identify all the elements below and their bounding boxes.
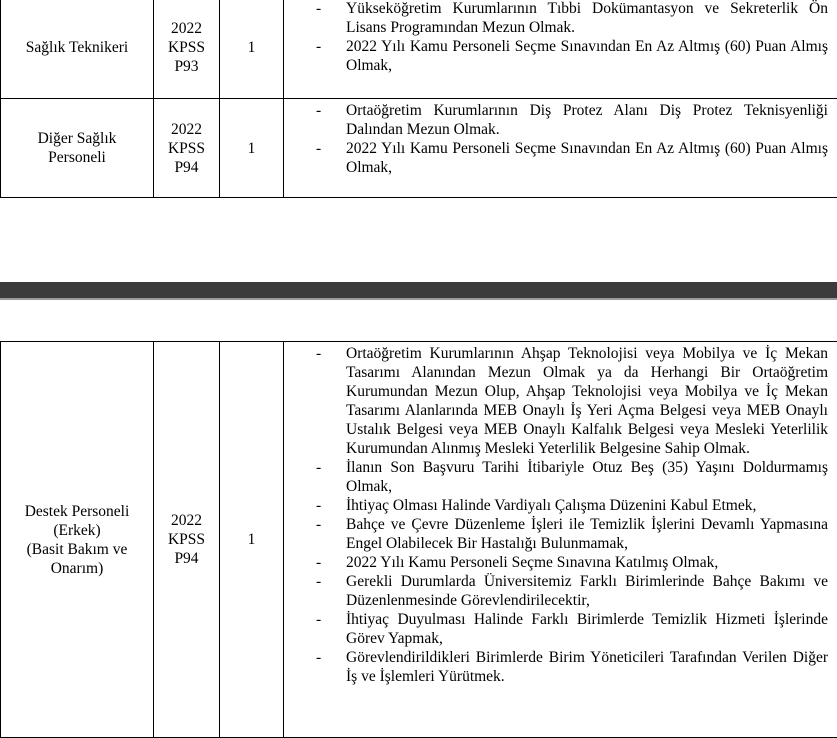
bullet-dash: - xyxy=(316,37,321,56)
exam-year: 2022 xyxy=(154,120,219,139)
requirement-item xyxy=(284,344,828,458)
position-cell xyxy=(1,99,154,198)
requirements-list xyxy=(284,101,828,177)
requirement-item xyxy=(284,496,828,515)
requirement-item xyxy=(284,101,828,139)
requirement-item xyxy=(284,610,828,648)
position-title: Onarım) xyxy=(7,559,147,578)
bullet-dash: - xyxy=(316,101,321,120)
requirement-text: İhtiyaç Duyulması Halinde Farklı Birimlerde Temizlik Hizmeti İşlerinde Görev Yapmak, xyxy=(346,611,828,647)
requirements-cell xyxy=(284,0,837,99)
exam-cell xyxy=(154,342,220,738)
count-cell xyxy=(220,99,284,198)
requirement-text: Ortaöğretim Kurumlarının Ahşap Teknolojisi veya Mobilya ve İç Mekan Tasarımı Alanından Mezun Olmak ya da Herhangi Bir Ortaöğretim Kurumundan Mezun Olup, Ahşap Teknolojisi veya Mobilya ve İç Mekan Tasarımı Alanlarında MEB Onaylı İş Yeri Açma Belgesi veya MEB Onaylı Ustalık Belgesi veya MEB Onaylı Kalfalık Belgesi veya Mesleki Yeterlilik Kurumundan Alınmış Mesleki Yeterlilik Belgesine Sahip Olmak. xyxy=(346,345,828,457)
position-title: (Basit Bakım ve xyxy=(7,540,147,559)
requirement-item xyxy=(284,648,828,686)
position-title: Sağlık Teknikeri xyxy=(7,38,147,57)
position-cell xyxy=(1,342,154,738)
requirement-item xyxy=(284,139,828,177)
exam-cell xyxy=(154,0,220,99)
requirement-item xyxy=(284,572,828,610)
bullet-dash: - xyxy=(316,515,321,534)
exam-name: KPSS xyxy=(154,530,219,549)
requirements-list xyxy=(284,0,828,75)
position-title: Destek Personeli xyxy=(7,502,147,521)
requirements-cell xyxy=(284,99,837,198)
exam-cell xyxy=(154,99,220,198)
bullet-dash: - xyxy=(316,458,321,477)
requirement-text: Bahçe ve Çevre Düzenleme İşleri ile Temizlik İşlerini Devamlı Yapmasına Engel Olabilecek Bir Hastalığı Bulunmamak, xyxy=(346,516,828,552)
position-title: (Erkek) xyxy=(7,521,147,540)
exam-name: KPSS xyxy=(154,139,219,158)
table-row xyxy=(1,342,837,738)
requirement-item xyxy=(284,0,828,37)
position-count: 1 xyxy=(248,39,256,56)
bullet-dash: - xyxy=(316,572,321,591)
exam-score-type: P94 xyxy=(154,549,219,568)
bullet-dash: - xyxy=(316,0,321,18)
exam-score-type: P93 xyxy=(154,57,219,76)
table-row xyxy=(1,99,837,198)
positions-table-top xyxy=(0,0,837,198)
requirements-cell xyxy=(284,342,837,738)
bullet-dash: - xyxy=(316,344,321,363)
requirement-item xyxy=(284,37,828,75)
bullet-dash: - xyxy=(316,610,321,629)
requirement-text: Ortaöğretim Kurumlarının Diş Protez Alanı Diş Protez Teknisyenliği Dalından Mezun Olmak. xyxy=(346,102,828,138)
position-count: 1 xyxy=(248,140,256,157)
page-separator xyxy=(0,282,837,298)
position-title: Diğer Sağlık xyxy=(7,129,147,148)
count-cell xyxy=(220,0,284,99)
bullet-dash: - xyxy=(316,496,321,515)
positions-table-bottom xyxy=(0,341,837,738)
requirement-text: Görevlendirildikleri Birimlerde Birim Yöneticileri Tarafından Verilen Diğer İş ve İşlemleri Yürütmek. xyxy=(346,649,828,685)
requirement-text: Yükseköğretim Kurumlarının Tıbbi Dokümantasyon ve Sekreterlik Ön Lisans Programından Mezun Olmak. xyxy=(346,0,828,36)
bullet-dash: - xyxy=(316,139,321,158)
requirements-list xyxy=(284,344,828,686)
requirement-text: 2022 Yılı Kamu Personeli Seçme Sınavından En Az Altmış (60) Puan Almış Olmak, xyxy=(346,140,828,176)
bullet-dash: - xyxy=(316,553,321,572)
requirement-item xyxy=(284,553,828,572)
exam-score-type: P94 xyxy=(154,158,219,177)
bullet-dash: - xyxy=(316,648,321,667)
position-count: 1 xyxy=(248,531,256,548)
requirement-text: İhtiyaç Olması Halinde Vardiyalı Çalışma Düzenini Kabul Etmek, xyxy=(346,497,756,514)
table-row xyxy=(1,0,837,99)
requirement-item xyxy=(284,515,828,553)
exam-year: 2022 xyxy=(154,19,219,38)
requirement-text: 2022 Yılı Kamu Personeli Seçme Sınavına Katılmış Olmak, xyxy=(346,554,718,571)
requirement-text: 2022 Yılı Kamu Personeli Seçme Sınavından En Az Altmış (60) Puan Almış Olmak, xyxy=(346,38,828,74)
requirement-text: İlanın Son Başvuru Tarihi İtibariyle Otuz Beş (35) Yaşını Doldurmamış Olmak, xyxy=(346,459,828,495)
exam-name: KPSS xyxy=(154,38,219,57)
position-title: Personeli xyxy=(7,148,147,167)
page-separator-shadow xyxy=(0,298,837,300)
requirement-text: Gerekli Durumlarda Üniversitemiz Farklı Birimlerinde Bahçe Bakımı ve Düzenlenmesinde Görevlendirilecektir, xyxy=(346,573,828,609)
position-cell xyxy=(1,0,154,99)
exam-year: 2022 xyxy=(154,511,219,530)
count-cell xyxy=(220,342,284,738)
requirement-item xyxy=(284,458,828,496)
